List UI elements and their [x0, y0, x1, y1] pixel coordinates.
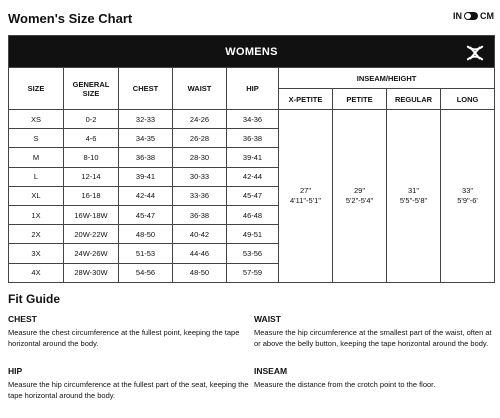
- cell-waist: 30-33: [173, 167, 227, 186]
- table-row: [9, 110, 495, 129]
- brand-logo-icon: [466, 44, 484, 62]
- fit-heading: WAIST: [254, 314, 281, 324]
- cell-hip: 49-51: [227, 225, 279, 244]
- cell-waist: 40-42: [173, 225, 227, 244]
- unit-toggle[interactable]: [453, 11, 494, 21]
- col-long: LONG: [441, 89, 495, 110]
- col-x-petite: X-PETITE: [279, 89, 333, 110]
- cell-size: L: [9, 167, 64, 186]
- cell-general-size: 28W-30W: [64, 263, 119, 282]
- col-hip: HIP: [227, 68, 279, 110]
- fit-text: Measure the chest circumference at the fullest point, keeping the tape horizontal around the body.: [8, 328, 240, 348]
- cell-size: 1X: [9, 205, 64, 224]
- unit-in-label[interactable]: IN: [453, 11, 462, 21]
- cell-waist: 48-50: [173, 263, 227, 282]
- cell-size: 2X: [9, 225, 64, 244]
- cell-hip: 45-47: [227, 186, 279, 205]
- toggle-knob: [465, 13, 471, 19]
- height-value: 5'5"-5'8": [399, 195, 428, 205]
- col-chest: CHEST: [119, 68, 173, 110]
- cell-hip: 57-59: [227, 263, 279, 282]
- cell-general-size: 12-14: [64, 167, 119, 186]
- inseam-value: 29": [353, 185, 365, 195]
- cell-chest: 42-44: [119, 186, 173, 205]
- cell-size: 3X: [9, 244, 64, 263]
- height-value: 5'2"-5'4": [345, 195, 374, 205]
- cell-general-size: 16-18: [64, 186, 119, 205]
- cell-general-size: 4-6: [64, 129, 119, 148]
- cell-size: XL: [9, 186, 64, 205]
- unit-toggle-switch[interactable]: [464, 12, 478, 20]
- size-chart-header: [8, 9, 494, 27]
- fit-guide-grid: [8, 314, 494, 404]
- fit-item-chest: [8, 314, 258, 349]
- height-value: 4'11"-5'1": [290, 195, 321, 205]
- cell-hip: 42-44: [227, 167, 279, 186]
- col-regular: REGULAR: [387, 89, 441, 110]
- cell-chest: 34-35: [119, 129, 173, 148]
- fit-guide-title: Fit Guide: [8, 292, 60, 306]
- inseam-value: 31": [407, 185, 419, 195]
- cell-general-size: 20W-22W: [64, 225, 119, 244]
- cell-waist: 28-30: [173, 148, 227, 167]
- page-title: Women's Size Chart: [8, 11, 133, 26]
- cell-chest: 45-47: [119, 205, 173, 224]
- fit-guide: [8, 292, 494, 404]
- col-petite: PETITE: [333, 89, 387, 110]
- cell-hip: 36-38: [227, 129, 279, 148]
- inseam-x-petite: [279, 110, 333, 283]
- cell-hip: 46-48: [227, 205, 279, 224]
- size-chart-table: [8, 35, 495, 283]
- cell-chest: 48-50: [119, 225, 173, 244]
- fit-text: Measure the hip circumference at the smallest part of the waist, often at or above the belly button, keeping the tape horizontal around the body.: [254, 328, 492, 348]
- cell-chest: 54-56: [119, 263, 173, 282]
- cell-size: XS: [9, 110, 64, 129]
- cell-chest: 51-53: [119, 244, 173, 263]
- chart-banner: [9, 36, 495, 68]
- banner-title: WOMENS: [225, 45, 278, 58]
- fit-heading: INSEAM: [254, 366, 288, 376]
- cell-chest: 36-38: [119, 148, 173, 167]
- unit-cm-label[interactable]: CM: [480, 11, 494, 21]
- height-value: 5'9"-6': [457, 195, 478, 205]
- cell-hip: 39-41: [227, 148, 279, 167]
- inseam-regular: [387, 110, 441, 283]
- fit-text: Measure the distance from the crotch point to the floor.: [254, 380, 436, 389]
- fit-heading: CHEST: [8, 314, 37, 324]
- fit-item-inseam: [254, 366, 494, 391]
- cell-hip: 53-56: [227, 244, 279, 263]
- inseam-value: 27": [299, 185, 311, 195]
- cell-general-size: 8-10: [64, 148, 119, 167]
- cell-general-size: 0-2: [64, 110, 119, 129]
- cell-general-size: 16W-18W: [64, 205, 119, 224]
- inseam-petite: [333, 110, 387, 283]
- cell-waist: 44-46: [173, 244, 227, 263]
- cell-waist: 33-36: [173, 186, 227, 205]
- cell-waist: 24-26: [173, 110, 227, 129]
- cell-size: M: [9, 148, 64, 167]
- cell-size: 4X: [9, 263, 64, 282]
- inseam-long: [441, 110, 495, 283]
- cell-waist: 36-38: [173, 205, 227, 224]
- col-general-size: GENERAL SIZE: [64, 68, 119, 110]
- col-inseam-height: INSEAM/HEIGHT: [279, 68, 495, 89]
- fit-text: Measure the hip circumference at the fullest part of the seat, keeping the tape horizontal around the body.: [8, 380, 249, 400]
- cell-chest: 39-41: [119, 167, 173, 186]
- cell-chest: 32-33: [119, 110, 173, 129]
- inseam-value: 33": [462, 185, 474, 195]
- fit-heading: HIP: [8, 366, 23, 376]
- col-waist: WAIST: [173, 68, 227, 110]
- cell-waist: 26-28: [173, 129, 227, 148]
- cell-hip: 34-36: [227, 110, 279, 129]
- col-size: SIZE: [9, 68, 64, 110]
- cell-size: S: [9, 129, 64, 148]
- fit-item-hip: [8, 366, 253, 401]
- fit-item-waist: [254, 314, 494, 349]
- cell-general-size: 24W-26W: [64, 244, 119, 263]
